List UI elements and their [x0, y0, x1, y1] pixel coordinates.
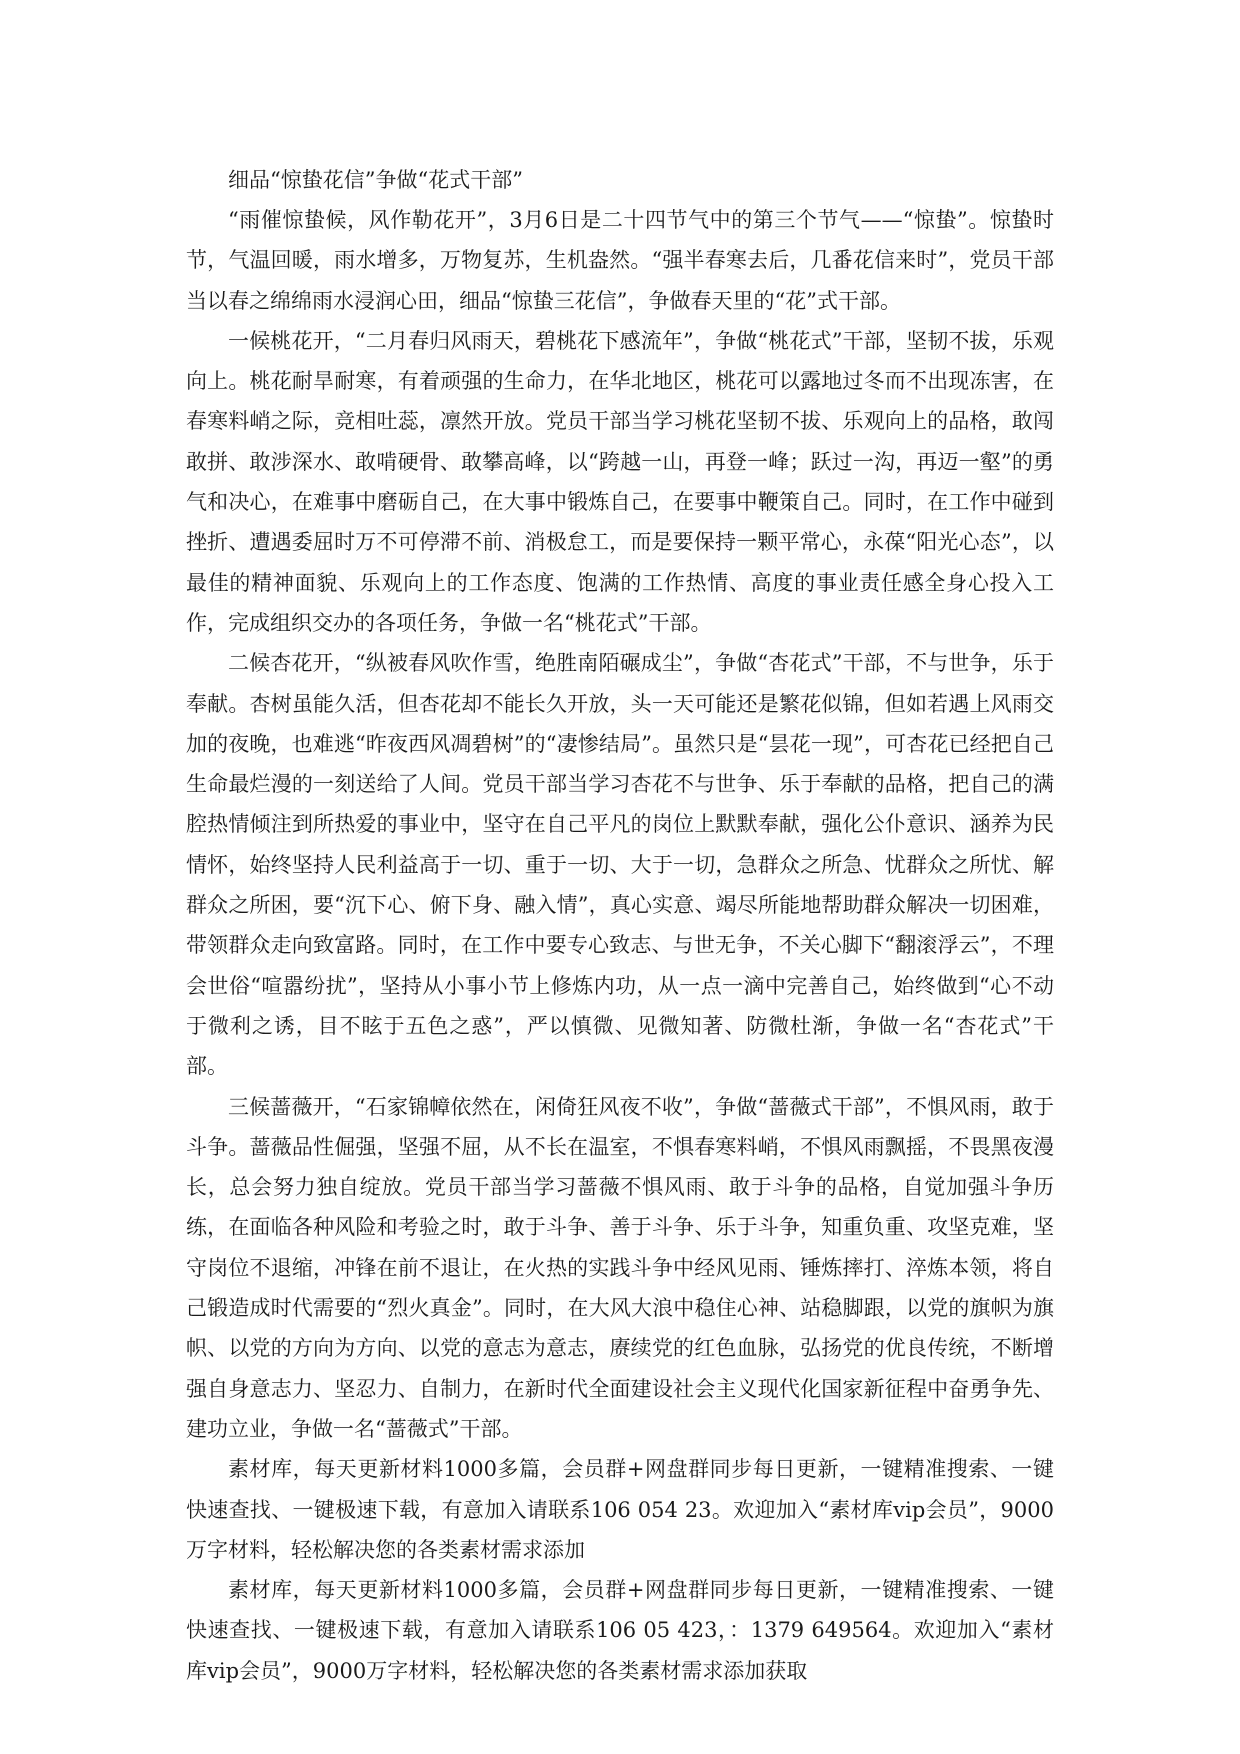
paragraph-ad-1: 素材库，每天更新材料1000多篇，会员群+网盘群同步每日更新，一键精准搜索、一键快速查找、一键极速下载，有意加入请联系106 054 23。欢迎加入“素材库vip会员”，9000万字材料，轻松解决您的各类素材需求添加: [186, 1457, 1054, 1562]
paragraph-peach-blossom: 一候桃花开，“二月春归风雨天，碧桃花下感流年”，争做“桃花式”干部，坚韧不拔，乐观向上。桃花耐旱耐寒，有着顽强的生命力，在华北地区，桃花可以露地过冬而不出现冻害，在春寒料峭之际，竞相吐蕊，凛然开放。党员干部当学习桃花坚韧不拔、乐观向上的品格，敢闯敢拼、敢涉深水、敢啃硬骨、敢攀高峰，以“跨越一山，再登一峰；跃过一沟，再迈一壑”的勇气和决心，在难事中磨砺自己，在大事中锻炼自己，在要事中鞭策自己。同时，在工作中碰到挫折、遭遇委屈时万不可停滞不前、消极怠工，而是要保持一颗平常心，永葆“阳光心态”，以最佳的精神面貌、乐观向上的工作态度、饱满的工作热情、高度的事业责任感全身心投入工作，完成组织交办的各项任务，争做一名“桃花式”干部。: [186, 328, 1054, 635]
paragraph-intro: “雨催惊蛰候，风作勒花开”，3月6日是二十四节气中的第三个节气——“惊蛰”。惊蛰时节，气温回暖，雨水增多，万物复苏，生机盎然。“强半春寒去后，几番花信来时”，党员干部当以春之绵绵雨水浸润心田，细品“惊蛰三花信”，争做春天里的“花”式干部。: [186, 208, 1054, 313]
paragraph-rose-blossom: 三候蔷薇开，“石家锦幛依然在，闲倚狂风夜不收”，争做“蔷薇式干部”，不惧风雨，敢于斗争。蔷薇品性倔强，坚强不屈，从不长在温室，不惧春寒料峭，不惧风雨飘摇，不畏黑夜漫长，总会努力独自绽放。党员干部当学习蔷薇不惧风雨、敢于斗争的品格，自觉加强斗争历练，在面临各种风险和考验之时，敢于斗争、善于斗争、乐于斗争，知重负重、攻坚克难，坚守岗位不退缩，冲锋在前不退让，在火热的实践斗争中经风见雨、锤炼摔打、淬炼本领，将自己锻造成时代需要的“烈火真金”。同时，在大风大浪中稳住心神、站稳脚跟，以党的旗帜为旗帜、以党的方向为方向、以党的意志为意志，赓续党的红色血脉，弘扬党的优良传统，不断增强自身意志力、坚忍力、自制力，在新时代全面建设社会主义现代化国家新征程中奋勇争先、建功立业，争做一名“蔷薇式”干部。: [186, 1094, 1054, 1441]
paragraph-apricot-blossom: 二候杏花开，“纵被春风吹作雪，绝胜南陌碾成尘”，争做“杏花式”干部，不与世争，乐于奉献。杏树虽能久活，但杏花却不能长久开放，头一天可能还是繁花似锦，但如若遇上风雨交加的夜晚，也难逃“昨夜西风凋碧树”的“凄惨结局”。虽然只是“昙花一现”，可杏花已经把自己生命最烂漫的一刻送给了人间。党员干部当学习杏花不与世争、乐于奉献的品格，把自己的满腔热情倾注到所热爱的事业中，坚守在自己平凡的岗位上默默奉献，强化公仆意识、涵养为民情怀，始终坚持人民利益高于一切、重于一切、大于一切，急群众之所急、忧群众之所忧、解群众之所困，要“沉下心、俯下身、融入情”，真心实意、竭尽所能地帮助群众解决一切困难，带领群众走向致富路。同时，在工作中要专心致志、与世无争，不关心脚下“翻滚浮云”，不理会世俗“喧嚣纷扰”，坚持从小事小节上修炼内功，从一点一滴中完善自己，始终做到“心不动于微利之诱，目不眩于五色之惑”，严以慎微、见微知著、防微杜渐，争做一名“杏花式”干部。: [186, 651, 1054, 1079]
document-body: [186, 160, 1054, 1691]
document-title: 细品“惊蛰花信”争做“花式干部”: [228, 168, 523, 192]
paragraph-ad-2: 素材库，每天更新材料1000多篇，会员群+网盘群同步每日更新，一键精准搜索、一键快速查找、一键极速下载，有意加入请联系106 05 423，：1379 649564。欢迎加入“素材库vip会员”，9000万字材料，轻松解决您的各类素材需求添加获取: [186, 1578, 1054, 1683]
